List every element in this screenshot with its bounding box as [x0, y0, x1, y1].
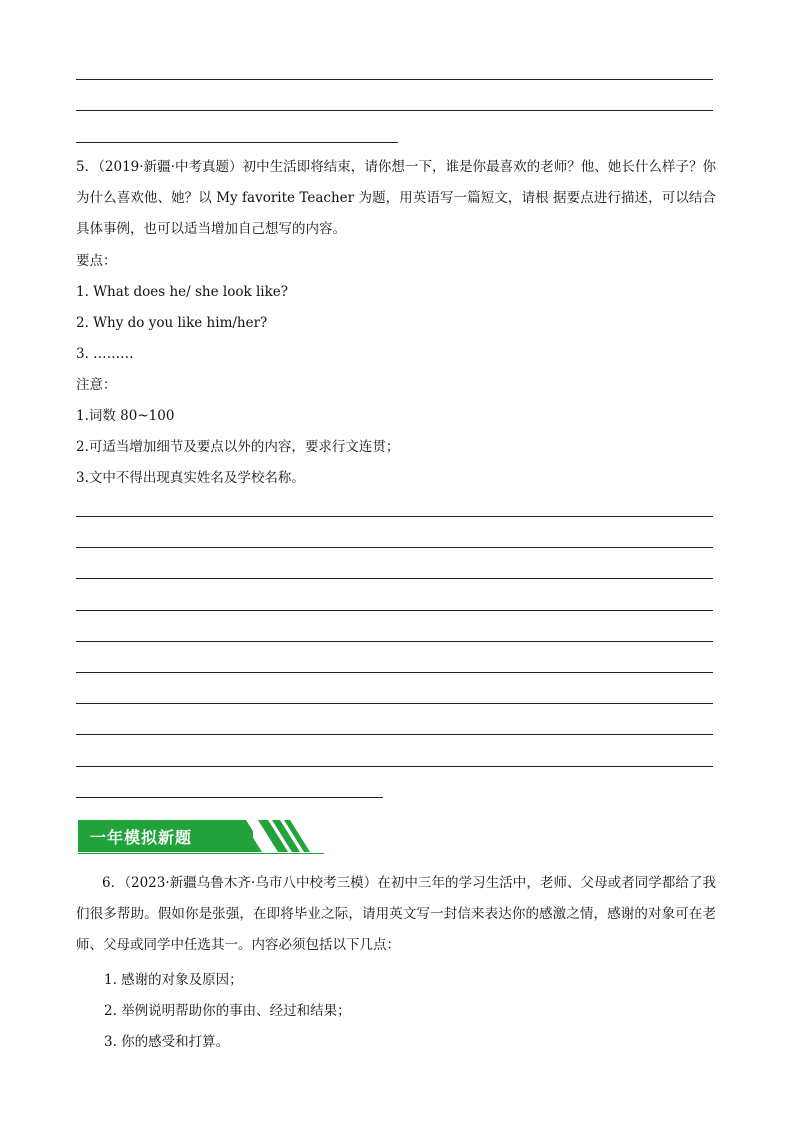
notes-label: 注意： — [76, 377, 117, 393]
note-3: 3.文中不得出现真实姓名及学校名称。 — [76, 470, 305, 486]
item-1: 1. 感谢的对象及原因； — [104, 972, 243, 988]
answer-line — [76, 672, 713, 673]
point-2: 2. Why do you like him/her? — [76, 315, 268, 331]
answer-line — [76, 703, 713, 704]
section-banner — [78, 820, 324, 854]
section-title: 一年模拟新题 — [90, 828, 193, 847]
point-3: 3. ……… — [76, 346, 134, 362]
answer-line — [76, 547, 713, 548]
writing-line — [76, 110, 713, 111]
note-2: 2.可适当增加细节及要点以外的内容，要求行文连贯； — [76, 439, 400, 455]
answer-line — [76, 734, 713, 735]
question-5-prompt: 5．（2019·新疆·中考真题）初中生活即将结束，请你想一下，谁是你最喜欢的老师？他、她长什么样子？你 为什么喜欢他、她？以 My favorite Teacher 为题，用英语写一篇短文，请根 据要点进行描述，可以结合具体事例，也可以适当增加自己想写的内容。 — [76, 159, 716, 237]
note-1: 1.词数 80~100 — [76, 408, 175, 424]
section-underline — [78, 853, 324, 854]
answer-line — [76, 766, 713, 767]
writing-line-short — [76, 142, 398, 143]
answer-line — [76, 610, 713, 611]
points-label: 要点： — [76, 253, 117, 269]
stripes-icon — [228, 820, 338, 854]
answer-line-short — [76, 797, 383, 798]
question-6-prompt: 6．（2023·新疆乌鲁木齐·乌市八中校考三模）在初中三年的学习生活中，老师、父母或者同学都给了我们很多帮助。假如你是张强，在即将毕业之际，请用英文写一封信来表达你的感激之情，感谢的对象可在老师、父母或同学中任选其一。内容必须包括以下几点： — [76, 875, 716, 953]
writing-line — [76, 79, 713, 80]
answer-line — [76, 578, 713, 579]
item-2: 2. 举例说明帮助你的事由、经过和结果； — [104, 1003, 351, 1019]
answer-line — [76, 516, 713, 517]
point-1: 1. What does he/ she look like? — [76, 284, 288, 300]
item-3: 3. 你的感受和打算。 — [104, 1034, 230, 1050]
answer-line — [76, 641, 713, 642]
